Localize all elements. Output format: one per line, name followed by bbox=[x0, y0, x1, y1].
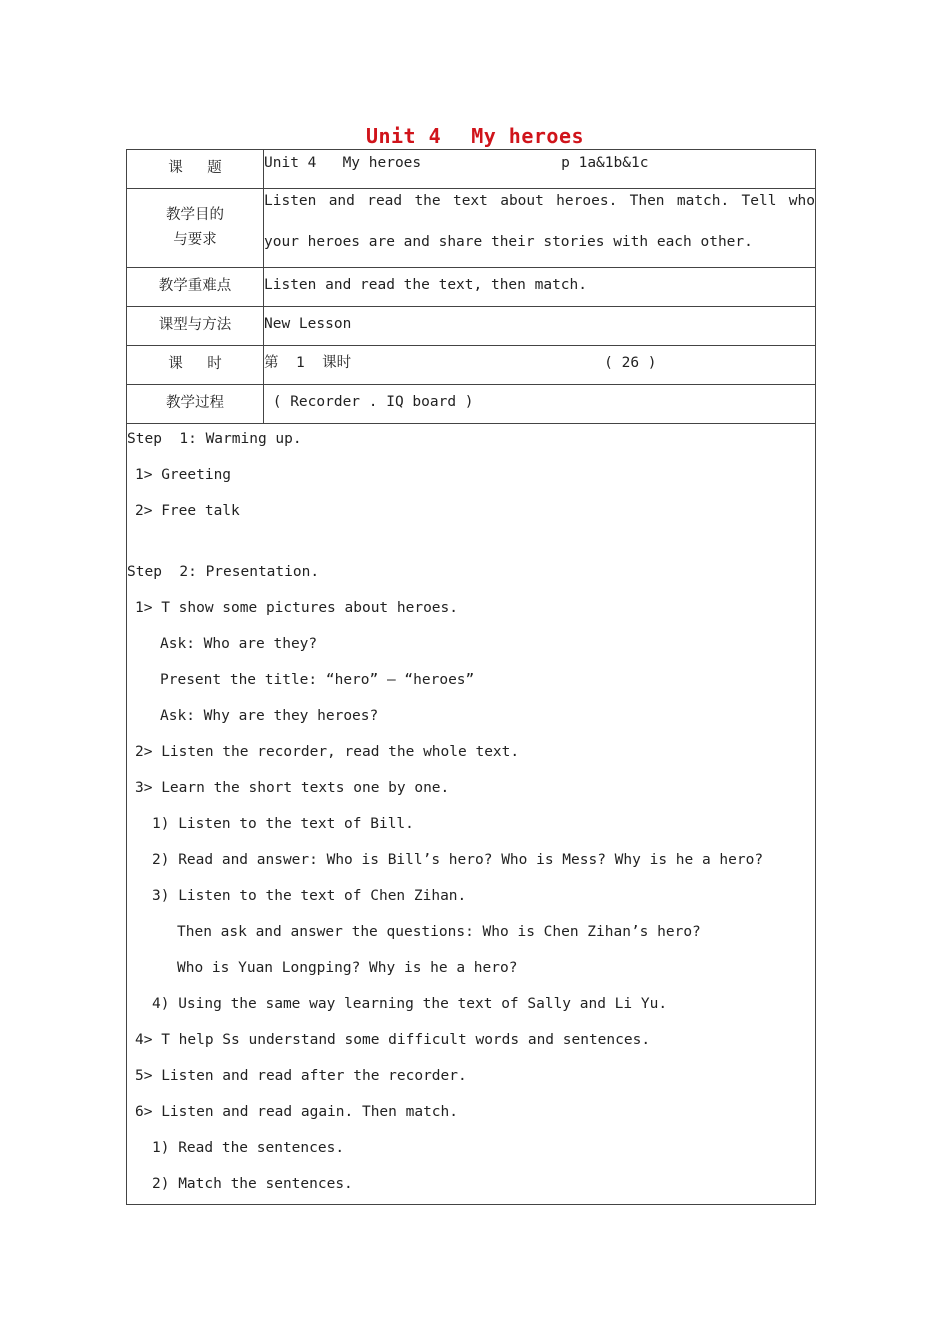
row-process bbox=[127, 385, 816, 424]
topic-pages: p 1a&1b&1c bbox=[561, 155, 649, 171]
title-name: My heroes bbox=[471, 124, 585, 148]
label-focus: 教学重难点 bbox=[127, 268, 264, 307]
title-unit: Unit 4 bbox=[365, 124, 442, 148]
lesson-plan-table bbox=[126, 149, 816, 1205]
period-value: 第 1 课时 bbox=[264, 355, 352, 371]
row-focus bbox=[127, 268, 816, 307]
list-item: Present the title: “hero” – “heroes” bbox=[160, 672, 475, 688]
list-item: 2) Match the sentences. bbox=[152, 1176, 353, 1192]
list-item: 1) Listen to the text of Bill. bbox=[152, 816, 414, 832]
list-item: Ask: Why are they heroes? bbox=[160, 708, 379, 724]
list-item: 4> T help Ss understand some difficult words and sentences. bbox=[135, 1032, 651, 1048]
page-title bbox=[0, 124, 950, 148]
value-process: ( Recorder . IQ board ) bbox=[264, 385, 816, 424]
list-item: Then ask and answer the questions: Who is Chen Zihan’s hero? bbox=[177, 924, 701, 940]
list-item: Ask: Who are they? bbox=[160, 636, 318, 652]
label-period: 课 时 bbox=[127, 346, 264, 385]
list-item: 4) Using the same way learning the text of Sally and Li Yu. bbox=[152, 996, 668, 1012]
label-process: 教学过程 bbox=[127, 385, 264, 424]
list-item: 6> Listen and read again. Then match. bbox=[135, 1104, 459, 1120]
row-steps bbox=[127, 424, 816, 1205]
goals-text: Listen and read the text about heroes. Then match. Tell who your heroes are and share their stories with each other. bbox=[264, 193, 815, 250]
period-number: ( 26 ) bbox=[604, 355, 657, 371]
list-item: 3> Learn the short texts one by one. bbox=[135, 780, 450, 796]
label-type: 课型与方法 bbox=[127, 307, 264, 346]
list-item: 1) Read the sentences. bbox=[152, 1140, 345, 1156]
value-period bbox=[264, 346, 816, 385]
value-type: New Lesson bbox=[264, 307, 816, 346]
list-item: 1> T show some pictures about heroes. bbox=[135, 600, 459, 616]
list-item: 2> Listen the recorder, read the whole text. bbox=[135, 744, 520, 760]
step-heading: Step 1: Warming up. bbox=[127, 431, 302, 447]
list-item: 1> Greeting bbox=[135, 467, 232, 483]
topic-title: Unit 4 My heroes bbox=[264, 155, 422, 171]
list-item: 2) Read and answer: Who is Bill’s hero? Who is Mess? Why is he a hero? bbox=[152, 852, 764, 868]
row-goals bbox=[127, 189, 816, 268]
list-item: 2> Free talk bbox=[135, 503, 240, 519]
list-item: Who is Yuan Longping? Why is he a hero? bbox=[177, 960, 518, 976]
value-focus: Listen and read the text, then match. bbox=[264, 268, 816, 307]
list-item: 3) Listen to the text of Chen Zihan. bbox=[152, 888, 467, 904]
label-goals: 教学目的 与要求 bbox=[127, 189, 264, 268]
row-type bbox=[127, 307, 816, 346]
value-goals bbox=[264, 189, 816, 268]
list-item: 5> Listen and read after the recorder. bbox=[135, 1068, 467, 1084]
row-period bbox=[127, 346, 816, 385]
label-topic: 课 题 bbox=[127, 150, 264, 189]
process-steps bbox=[127, 424, 816, 1205]
step-heading: Step 2: Presentation. bbox=[127, 564, 320, 580]
